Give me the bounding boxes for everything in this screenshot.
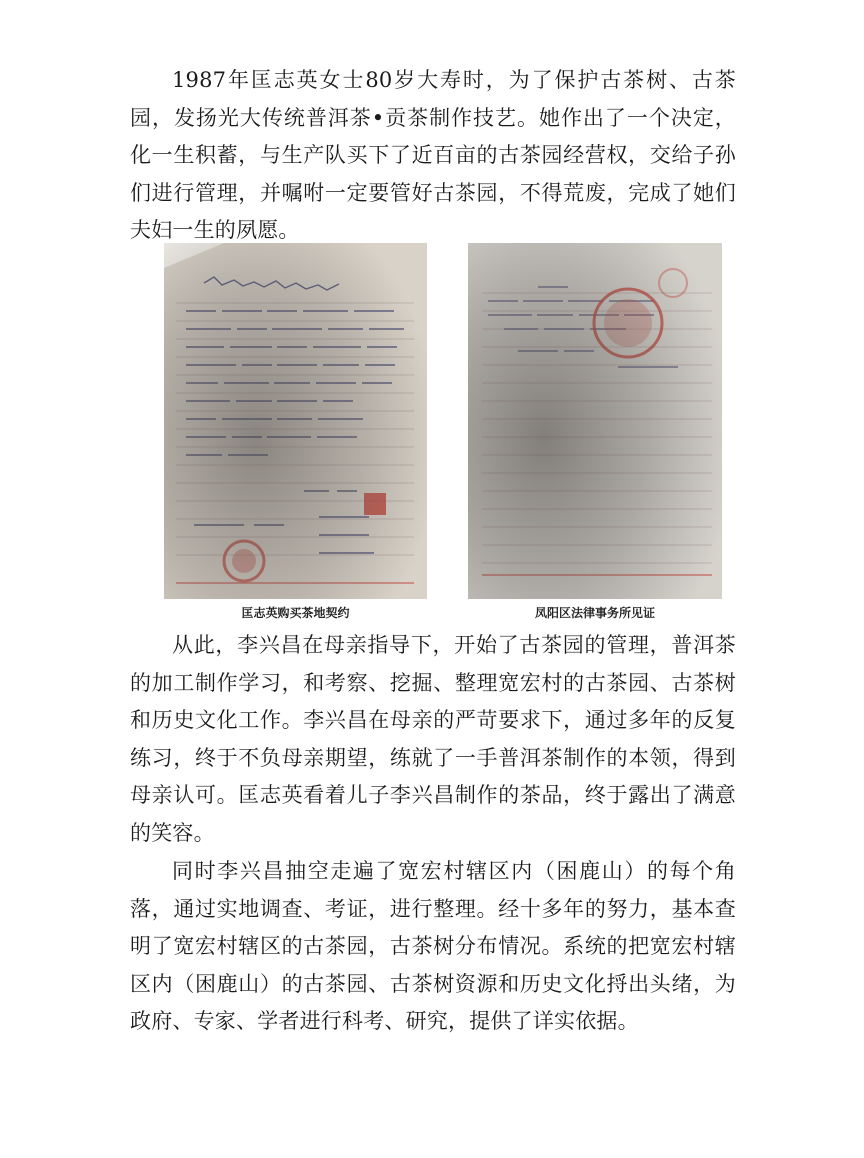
paragraph-1: 1987年匡志英女士80岁大寿时，为了保护古茶树、古茶园，发扬光大传统普洱茶•贡茶制作技艺。她作出了一个决定，化一生积蓄，与生产队买下了近百亩的古茶园经营权，交给子孙们进行管理，并嘱咐一定要管好古茶园，不得荒废，完成了她们夫妇一生的夙愿。 [130,68,736,242]
right-figure-caption: 凤阳区法律事务所见证 [534,606,655,620]
left-figure-caption: 匡志英购买茶地契约 [241,606,350,620]
paragraph-2: 从此，李兴昌在母亲指导下，开始了古茶园的管理，普洱茶的加工制作学习，和考察、挖掘、整理宽宏村的古茶园、古茶树和历史文化工作。李兴昌在母亲的严苛要求下，通过多年的反复练习，终于不负母亲期望，练就了一手普洱茶制作的本领，得到母亲认可。匡志英看着儿子李兴昌制作的茶品，终于露出了满意的笑容。 [130,633,736,845]
paragraph-3: 同时李兴昌抽空走遍了宽宏村辖区内（困鹿山）的每个角落，通过实地调查、考证，进行整理。经十多年的努力，基本查明了宽宏村辖区的古茶园，古茶树分布情况。系统的把宽宏村辖区内（困鹿山）的古茶园、古茶树资源和历史文化捋出头绪，为政府、专家、学者进行科考、研究，提供了详实依据。 [130,859,736,1033]
contract-photo [164,243,427,599]
notary-photo [468,243,722,599]
